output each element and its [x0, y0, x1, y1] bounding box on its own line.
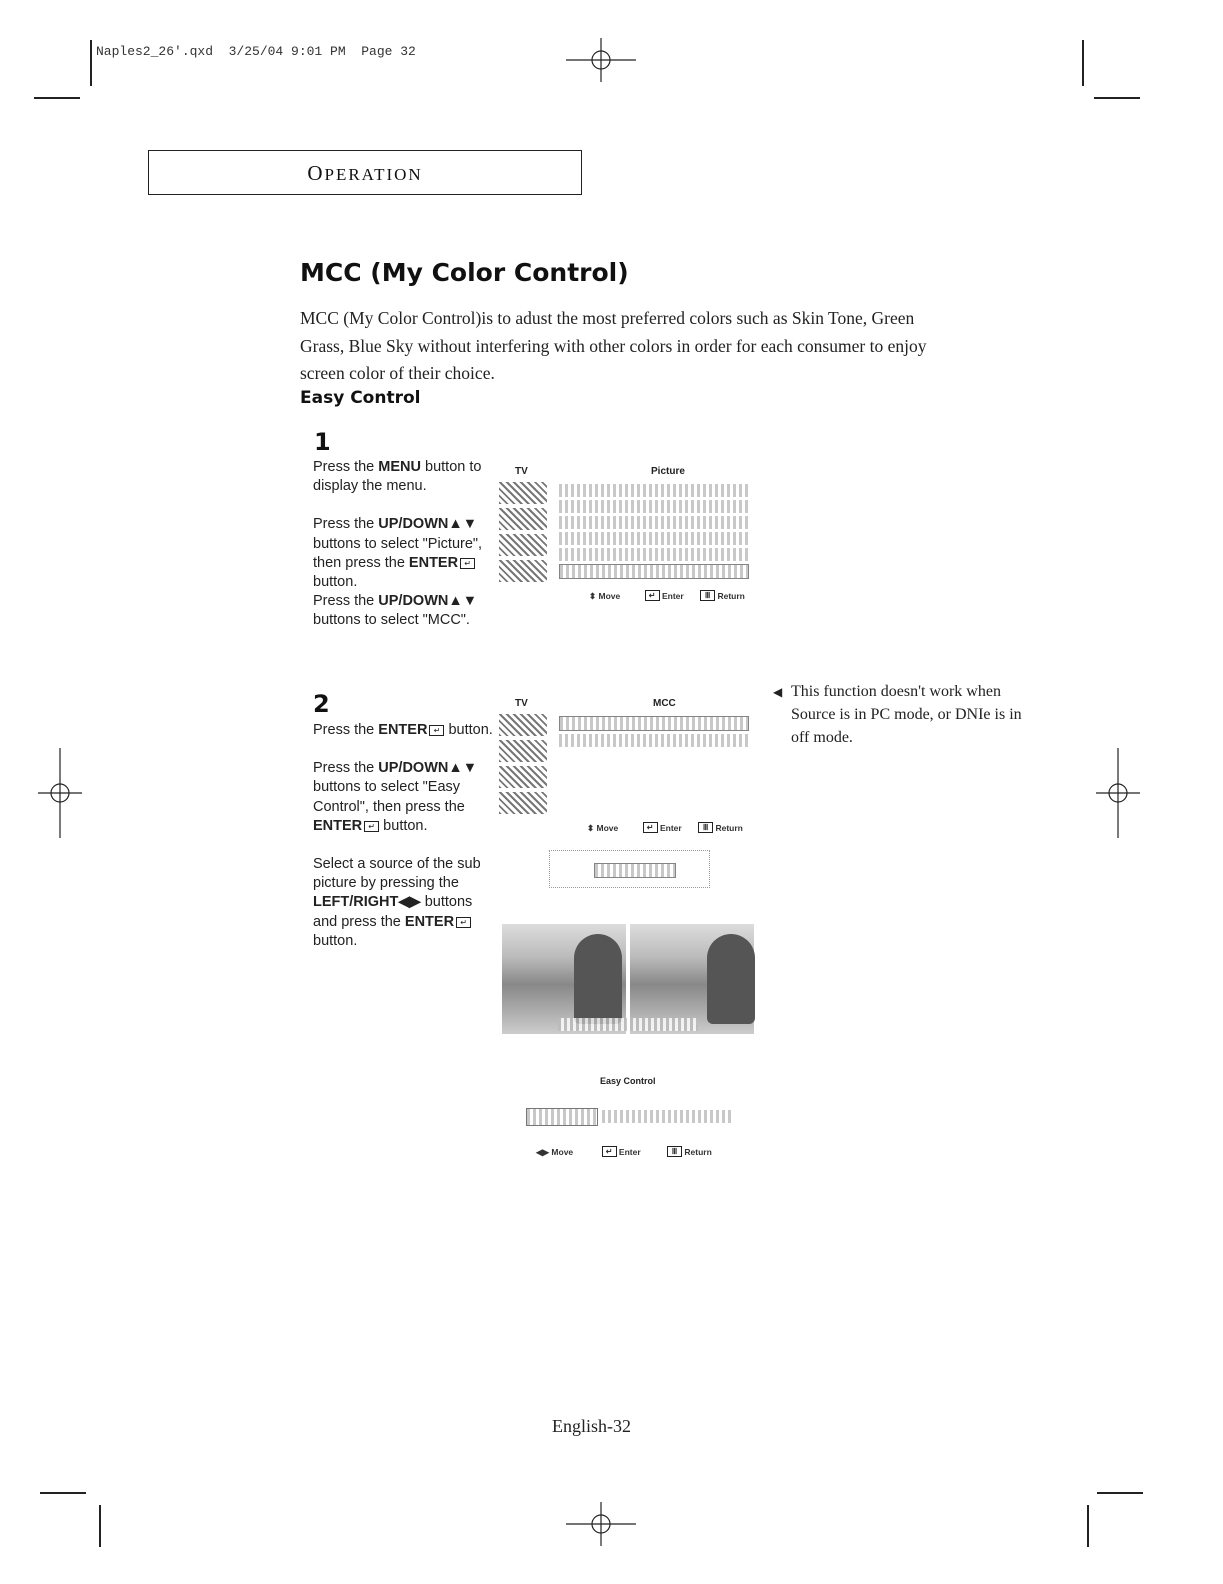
menu-row: [559, 548, 749, 561]
crop-mark: [99, 1505, 101, 1547]
crop-mark: [1097, 1492, 1143, 1494]
return-hint: Return: [684, 1147, 712, 1157]
menu-icon: [499, 482, 547, 504]
screen-footer: [536, 1146, 712, 1158]
page-number: English-32: [552, 1416, 631, 1436]
menu-row-highlighted: [559, 564, 749, 579]
menu-icon: [499, 714, 547, 736]
section-title: [149, 161, 581, 186]
intro-paragraph: MCC (My Color Control)is to adust the most preferred colors such as Skin Tone, Green Grass, Blue Sky without interfering with other colors in order for each consumer to enjoy screen color of their choice.: [300, 308, 927, 383]
crop-mark: [34, 97, 80, 99]
picture-menu-screenshot: [497, 462, 755, 602]
page-title: MCC (My Color Control): [300, 258, 629, 287]
easy-control-screenshot: [510, 1070, 754, 1160]
registration-mark-icon: [566, 38, 636, 82]
menu-row: [559, 532, 749, 545]
crop-mark: [1094, 97, 1140, 99]
menu-side-icons: [499, 714, 547, 818]
easy-control-option: [602, 1110, 732, 1123]
screen-footer: [589, 590, 745, 602]
screen-footer: [587, 822, 743, 834]
printer-slug: Naples2_26'.qxd 3/25/04 9:01 PM Page 32: [96, 44, 416, 59]
menu-icon: [499, 508, 547, 530]
move-hint: ⬍ Move: [589, 591, 621, 601]
split-picture-screenshot: [502, 906, 754, 1056]
enter-hint: Enter: [661, 591, 684, 601]
crop-mark: [90, 40, 92, 86]
menu-icon: [499, 740, 547, 762]
person-figure: [574, 934, 622, 1024]
return-hint: Return: [715, 823, 743, 833]
step-2-paragraph-2: Press the UP/DOWN▲▼ buttons to select "Easy Control", then press the ENTER ↵ button.: [313, 760, 478, 834]
menu-rows: [559, 716, 749, 750]
enter-hint: Enter: [618, 1147, 641, 1157]
section-header-box: [148, 150, 582, 195]
menu-row: [559, 734, 749, 747]
step-2-instructions: [313, 721, 493, 970]
enter-key-icon: ↵: [429, 725, 444, 736]
section-title-rest: PERATION: [324, 165, 423, 184]
source-selector-strip: [549, 850, 710, 888]
menu-icon: [499, 560, 547, 582]
menu-side-icons: [499, 482, 547, 586]
enter-key-icon: ↵: [460, 558, 475, 569]
crop-mark: [1082, 40, 1084, 86]
step-2-paragraph-3: Select a source of the sub picture by pressing the LEFT/RIGHT◀▶ buttons and press the ENTER ↵ button.: [313, 856, 481, 949]
menu-row: [559, 500, 749, 513]
return-icon: Ⅲ: [667, 1146, 682, 1157]
step-1-number: 1: [314, 428, 331, 456]
return-icon: Ⅲ: [698, 822, 713, 833]
menu-icon: [499, 766, 547, 788]
enter-icon: ↵: [602, 1146, 617, 1157]
step-1-paragraph-1: Press the MENU button to display the menu.: [313, 459, 482, 495]
registration-mark-icon: [38, 748, 82, 838]
step-1-paragraph-2: Press the UP/DOWN▲▼ buttons to select "Picture", then press the ENTER ↵ button.: [313, 516, 483, 591]
note-arrow-icon: ◀: [773, 685, 783, 699]
screen-heading: Picture: [651, 466, 685, 477]
subheading-easy-control: Easy Control: [300, 388, 421, 408]
move-hint: ◀▶ Move: [536, 1147, 574, 1157]
return-icon: Ⅲ: [700, 590, 715, 601]
screen-heading: MCC: [653, 698, 676, 709]
step-2-paragraph-1: Press the ENTER ↵ button.: [313, 722, 493, 738]
menu-row: [559, 484, 749, 497]
screen-tv-label: TV: [515, 466, 528, 477]
return-hint: Return: [717, 591, 745, 601]
section-title-initial: O: [307, 161, 325, 185]
enter-icon: ↵: [643, 822, 658, 833]
registration-mark-icon: [566, 1502, 636, 1546]
easy-control-option-selected: [526, 1108, 598, 1126]
registration-mark-icon: [1096, 748, 1140, 838]
menu-row: [559, 516, 749, 529]
menu-icon: [499, 534, 547, 556]
crop-mark: [1087, 1505, 1089, 1547]
enter-hint: Enter: [659, 823, 682, 833]
menu-rows: [559, 484, 749, 582]
enter-key-icon: ↵: [364, 821, 379, 832]
step-2-number: 2: [313, 690, 330, 718]
step-1-instructions: [313, 458, 503, 650]
screen-tv-label: TV: [515, 698, 528, 709]
side-note-text: This function doesn't work when Source is in PC mode, or DNIe is in off mode.: [791, 683, 1022, 746]
screen-heading: Easy Control: [600, 1076, 656, 1086]
menu-icon: [499, 792, 547, 814]
move-hint: ⬍ Move: [587, 823, 619, 833]
step-1-paragraph-3: Press the UP/DOWN▲▼ buttons to select "MCC".: [313, 593, 478, 629]
enter-key-icon: ↵: [456, 917, 471, 928]
menu-row-highlighted: [559, 716, 749, 731]
enter-icon: ↵: [645, 590, 660, 601]
mcc-menu-screenshot: [497, 694, 755, 834]
selector-row: [594, 863, 676, 878]
side-note: [775, 680, 1035, 749]
crop-mark: [40, 1492, 86, 1494]
overlay-menu-bar: [558, 1018, 698, 1031]
person-figure: [707, 934, 755, 1024]
